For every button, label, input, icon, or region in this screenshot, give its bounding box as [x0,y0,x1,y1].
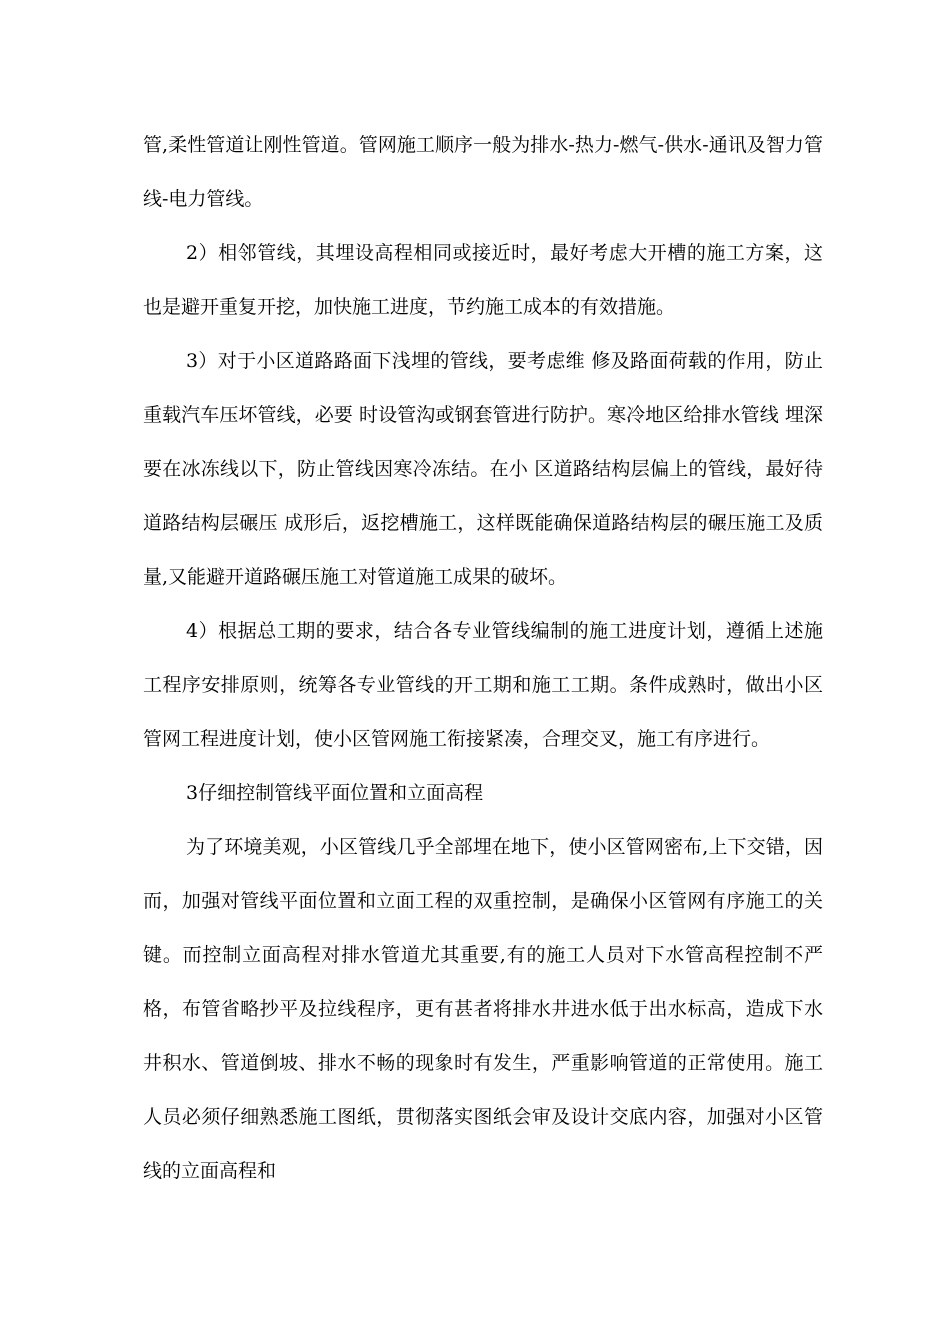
paragraph-continuation: 管,柔性管道让刚性管道。管网施工顺序一般为排水-热力-燃气-供水-通讯及智力管线-电力管线。 [143,134,823,210]
paragraph-item-3: 3）对于小区道路路面下浅埋的管线，要考虑维 修及路面荷载的作用，防止重载汽车压坏管线，必要 时设管沟或钢套管进行防护。寒冷地区给排水管线 埋深要在冰冻线以下，防止管线因寒冷冻结。在小 区道路结构层偏上的管线，最好待道路结构层碾压 成形后，返挖槽施工，这样既能确保道路结构层的碾压施工及质量,又能避开道路碾压施工对管道施工成果的破坏。 [143,350,823,588]
document-body [143,118,823,1198]
section-heading: 3仔细控制管线平面位置和立面高程 [186,782,484,804]
paragraph-item-4: 4）根据总工期的要求，结合各专业管线编制的施工进度计划，遵循上述施工程序安排原则，统筹各专业管线的开工期和施工工期。条件成熟时，做出小区管网工程进度计划，使小区管网施工衔接紧凑，合理交叉，施工有序进行。 [143,620,823,750]
paragraph-body: 为了环境美观，小区管线几乎全部埋在地下，使小区管网密布,上下交错，因而，加强对管线平面位置和立面工程的双重控制，是确保小区管网有序施工的关键。而控制立面高程对排水管道尤其重要,有的施工人员对下水管高程控制不严格，布管省略抄平及拉线程序，更有甚者将排水井进水低于出水标高，造成下水井积水、管道倒坡、排水不畅的现象时有发生，严重影响管道的正常使用。施工人员必须仔细熟悉施工图纸，贯彻落实图纸会审及设计交底内容，加强对小区管线的立面高程和 [143,836,823,1182]
paragraph-item-2: 2）相邻管线，其埋设高程相同或接近时，最好考虑大开槽的施工方案，这也是避开重复开挖，加快施工进度，节约施工成本的有效措施。 [143,242,823,318]
